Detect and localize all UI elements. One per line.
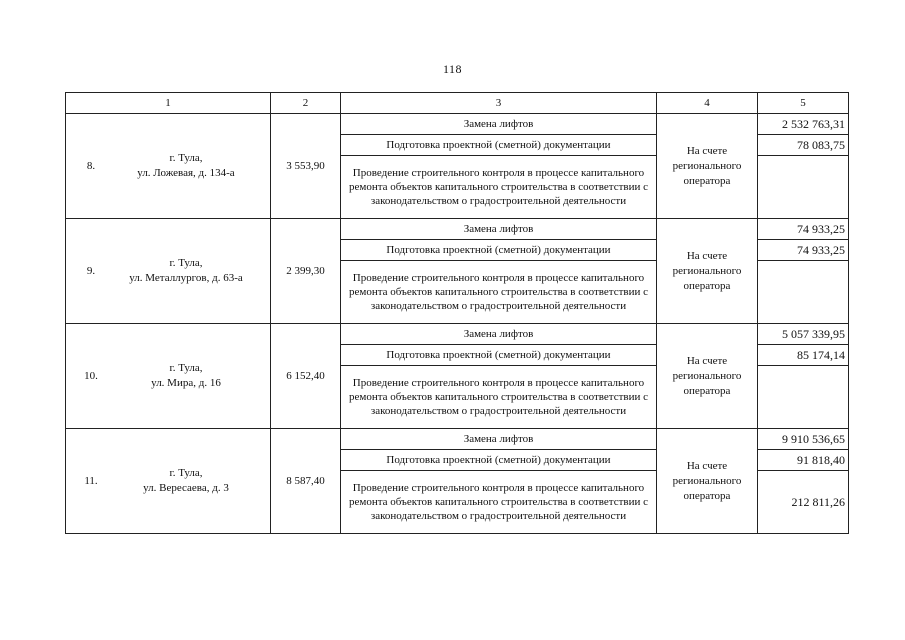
work-type-cell: Проведение строительного контроля в процессе капитального ремонта объектов капитального строительства в соответствии с законодательством о градостроительной деятельности xyxy=(341,366,657,429)
address-street: ул. Вересаева, д. 3 xyxy=(143,482,229,494)
cost-cell xyxy=(758,345,849,366)
column-header: 3 xyxy=(341,93,657,114)
address-city: г. Тула, xyxy=(169,152,203,164)
row-number: 11. xyxy=(84,475,98,487)
column-header: 4 xyxy=(657,93,758,114)
cost-cell xyxy=(758,324,849,345)
column-header: 5 xyxy=(758,93,849,114)
row-number: 8. xyxy=(86,160,96,172)
work-type-cell: Подготовка проектной (сметной) документации xyxy=(341,135,657,156)
cost-value: 2 532 763,31 xyxy=(782,116,845,131)
work-type-cell: Проведение строительного контроля в процессе капитального ремонта объектов капитального строительства в соответствии с законодательством о градостроительной деятельности xyxy=(341,471,657,534)
address xyxy=(113,361,267,391)
cost-cell xyxy=(758,219,849,240)
table-row xyxy=(66,219,849,324)
address-cell xyxy=(66,324,271,429)
address-street: ул. Мира, д. 16 xyxy=(151,377,221,389)
address-city: г. Тула, xyxy=(169,257,203,269)
row-number: 9. xyxy=(86,265,96,277)
area-cell: 6 152,40 xyxy=(271,324,341,429)
repair-table xyxy=(65,92,849,534)
account-cell: На счете регионального оператора xyxy=(657,324,758,429)
column-header: 1 xyxy=(66,93,271,114)
account-cell: На счете регионального оператора xyxy=(657,429,758,534)
address-cell xyxy=(66,429,271,534)
cost-value: 91 818,40 xyxy=(797,452,845,467)
address-cell xyxy=(66,219,271,324)
cost-cell xyxy=(758,450,849,471)
work-type-cell: Замена лифтов xyxy=(341,219,657,240)
table-row xyxy=(66,429,849,534)
address-city: г. Тула, xyxy=(169,467,203,479)
column-header: 2 xyxy=(271,93,341,114)
work-type-cell: Подготовка проектной (сметной) документации xyxy=(341,345,657,366)
work-type-cell: Замена лифтов xyxy=(341,324,657,345)
area-cell: 2 399,30 xyxy=(271,219,341,324)
account-cell: На счете регионального оператора xyxy=(657,219,758,324)
cost-cell xyxy=(758,366,849,429)
cost-cell xyxy=(758,429,849,450)
account-cell: На счете регионального оператора xyxy=(657,114,758,219)
address xyxy=(113,256,267,286)
address xyxy=(113,151,267,181)
work-type-cell: Проведение строительного контроля в процессе капитального ремонта объектов капитального строительства в соответствии с законодательством о градостроительной деятельности xyxy=(341,156,657,219)
cost-value: 85 174,14 xyxy=(797,347,845,362)
address-street: ул. Ложевая, д. 134-а xyxy=(137,167,235,179)
cost-cell xyxy=(758,471,849,534)
header-row xyxy=(66,93,849,114)
page-number: 118 xyxy=(442,62,463,76)
cost-cell xyxy=(758,156,849,219)
table-row xyxy=(66,114,849,219)
cost-cell xyxy=(758,261,849,324)
address xyxy=(113,466,267,496)
work-type-cell: Подготовка проектной (сметной) документации xyxy=(341,240,657,261)
address-street: ул. Металлургов, д. 63-а xyxy=(129,272,243,284)
work-type-cell: Проведение строительного контроля в процессе капитального ремонта объектов капитального строительства в соответствии с законодательством о градостроительной деятельности xyxy=(341,261,657,324)
cost-cell xyxy=(758,240,849,261)
work-type-cell: Замена лифтов xyxy=(341,114,657,135)
cost-cell xyxy=(758,114,849,135)
cost-value: 74 933,25 xyxy=(797,221,845,236)
address-cell xyxy=(66,114,271,219)
work-type-cell: Подготовка проектной (сметной) документации xyxy=(341,450,657,471)
cost-value: 78 083,75 xyxy=(797,137,845,152)
cost-value: 5 057 339,95 xyxy=(782,326,845,341)
area-cell: 3 553,90 xyxy=(271,114,341,219)
cost-value: 74 933,25 xyxy=(797,242,845,257)
cost-value: 9 910 536,65 xyxy=(782,431,845,446)
address-city: г. Тула, xyxy=(169,362,203,374)
cost-value: 212 811,26 xyxy=(791,494,845,509)
cost-cell xyxy=(758,135,849,156)
table-row xyxy=(66,324,849,429)
row-number: 10. xyxy=(84,370,98,382)
area-cell: 8 587,40 xyxy=(271,429,341,534)
work-type-cell: Замена лифтов xyxy=(341,429,657,450)
